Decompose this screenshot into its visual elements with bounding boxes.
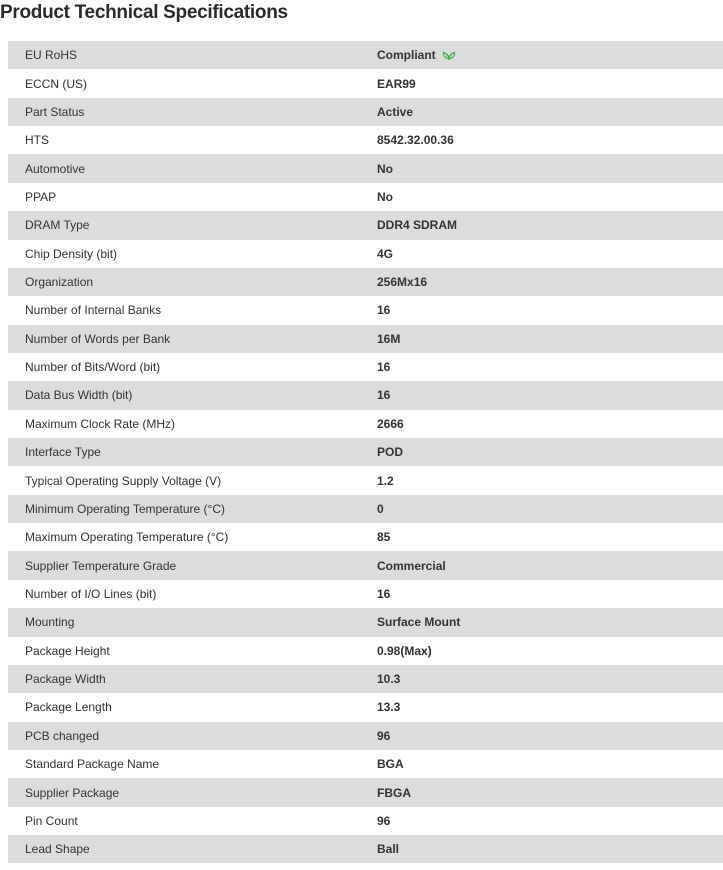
spec-value-text: 16 [377, 587, 391, 601]
spec-label: ECCN (US) [25, 76, 87, 91]
spec-label: DRAM Type [25, 218, 90, 233]
spec-table-body [8, 41, 723, 863]
spec-value-text: Compliant [377, 48, 436, 63]
spec-label: Number of I/O Lines (bit) [25, 587, 157, 601]
spec-label: PPAP [25, 189, 57, 204]
spec-row [8, 750, 723, 778]
spec-value-text: Active [377, 104, 414, 119]
spec-row [8, 240, 723, 268]
page-title: Product Technical Specifications [0, 2, 288, 23]
spec-value-text: 10.3 [377, 672, 401, 687]
spec-label: Chip Density (bit) [25, 246, 118, 261]
spec-label: Lead Shape [25, 842, 90, 857]
spec-label: PCB changed [25, 728, 100, 743]
spec-row [8, 381, 723, 409]
spec-value-text: 85 [377, 530, 391, 545]
spec-value-text: 8542.32.00.36 [377, 133, 454, 148]
spec-value-text: FBGA [377, 785, 411, 800]
spec-value-text: Surface Mount [377, 615, 461, 630]
spec-row [8, 495, 723, 523]
spec-label: Package Length [25, 700, 112, 715]
spec-row [8, 608, 723, 636]
spec-label: Standard Package Name [25, 757, 160, 772]
spec-label: Organization [25, 275, 94, 290]
spec-row [8, 722, 723, 750]
spec-value-text: 256Mx16 [377, 275, 428, 290]
spec-value [377, 722, 723, 750]
spec-row [8, 693, 723, 721]
spec-row [8, 835, 723, 863]
spec-value [377, 438, 723, 466]
spec-label: Supplier Package [25, 785, 120, 800]
spec-row [8, 69, 723, 97]
spec-value [377, 98, 723, 126]
spec-value-text: 16 [377, 388, 391, 403]
spec-label: Automotive [25, 161, 86, 176]
spec-table [8, 41, 723, 863]
spec-value-text: 96 [377, 728, 391, 743]
spec-row [8, 126, 723, 154]
spec-row [8, 523, 723, 551]
spec-value [377, 580, 723, 608]
spec-row [8, 98, 723, 126]
spec-row [8, 296, 723, 324]
spec-label: Interface Type [25, 445, 101, 460]
spec-row [8, 268, 723, 296]
spec-row [8, 154, 723, 182]
spec-value-text: No [377, 189, 393, 204]
spec-value [377, 325, 723, 353]
spec-label: Package Height [25, 643, 110, 658]
spec-value [377, 211, 723, 239]
spec-value [377, 750, 723, 778]
spec-label: Number of Words per Bank [25, 331, 171, 346]
spec-value [377, 466, 723, 494]
spec-value-text: BGA [377, 757, 404, 772]
leaf-icon [442, 49, 456, 61]
spec-row [8, 325, 723, 353]
spec-label: HTS [25, 133, 49, 148]
spec-value [377, 778, 723, 806]
spec-row [8, 183, 723, 211]
spec-label: Part Status [25, 104, 85, 119]
spec-row [8, 466, 723, 494]
spec-label: Number of Bits/Word (bit) [25, 360, 161, 375]
spec-value-text: Commercial [377, 558, 446, 573]
spec-label: Maximum Clock Rate (MHz) [25, 416, 176, 431]
spec-value [377, 807, 723, 835]
spec-label: EU RoHS [25, 48, 78, 63]
spec-value [377, 637, 723, 665]
spec-label: Supplier Temperature Grade [25, 558, 177, 573]
spec-value-text: No [377, 161, 393, 176]
spec-row [8, 637, 723, 665]
spec-value [377, 126, 723, 154]
spec-value [377, 183, 723, 211]
spec-value-text: 2666 [377, 416, 404, 431]
spec-value [377, 240, 723, 268]
spec-value [377, 495, 723, 523]
spec-row [8, 807, 723, 835]
spec-value-text: 16 [377, 303, 391, 318]
spec-row [8, 211, 723, 239]
spec-row [8, 41, 723, 69]
spec-label: Typical Operating Supply Voltage (V) [25, 473, 222, 488]
spec-value-text: 4G [377, 246, 394, 261]
spec-value [377, 296, 723, 324]
spec-value [377, 41, 723, 69]
spec-value [377, 268, 723, 296]
spec-row [8, 410, 723, 438]
spec-label: Package Width [25, 672, 106, 687]
spec-value-text: POD [377, 445, 404, 460]
spec-label: Minimum Operating Temperature (°C) [25, 501, 225, 516]
spec-row [8, 551, 723, 579]
spec-value [377, 410, 723, 438]
spec-value-text: 16M [377, 331, 401, 346]
spec-value [377, 523, 723, 551]
spec-value-text: EAR99 [377, 76, 416, 91]
spec-row [8, 580, 723, 608]
spec-value [377, 835, 723, 863]
spec-value [377, 693, 723, 721]
spec-value-text: Ball [377, 842, 400, 857]
spec-label: Number of Internal Banks [25, 303, 162, 318]
spec-row [8, 438, 723, 466]
spec-label: Data Bus Width (bit) [25, 388, 133, 403]
spec-label: Maximum Operating Temperature (°C) [25, 530, 229, 545]
spec-value-text: 0 [377, 501, 384, 516]
spec-value [377, 69, 723, 97]
spec-value [377, 353, 723, 381]
spec-row [8, 353, 723, 381]
spec-row [8, 665, 723, 693]
spec-value-text: 96 [377, 813, 391, 828]
spec-value-text: 1.2 [377, 473, 394, 488]
spec-value-text: 16 [377, 360, 391, 375]
spec-row [8, 778, 723, 806]
spec-value-text: 0.98(Max) [377, 643, 432, 658]
spec-label: Mounting [25, 615, 75, 630]
spec-value [377, 551, 723, 579]
spec-label: Pin Count [25, 813, 78, 828]
spec-value [377, 665, 723, 693]
spec-value [377, 381, 723, 409]
spec-value [377, 608, 723, 636]
spec-value-text: DDR4 SDRAM [377, 218, 458, 233]
spec-value [377, 154, 723, 182]
spec-value-text: 13.3 [377, 700, 401, 715]
